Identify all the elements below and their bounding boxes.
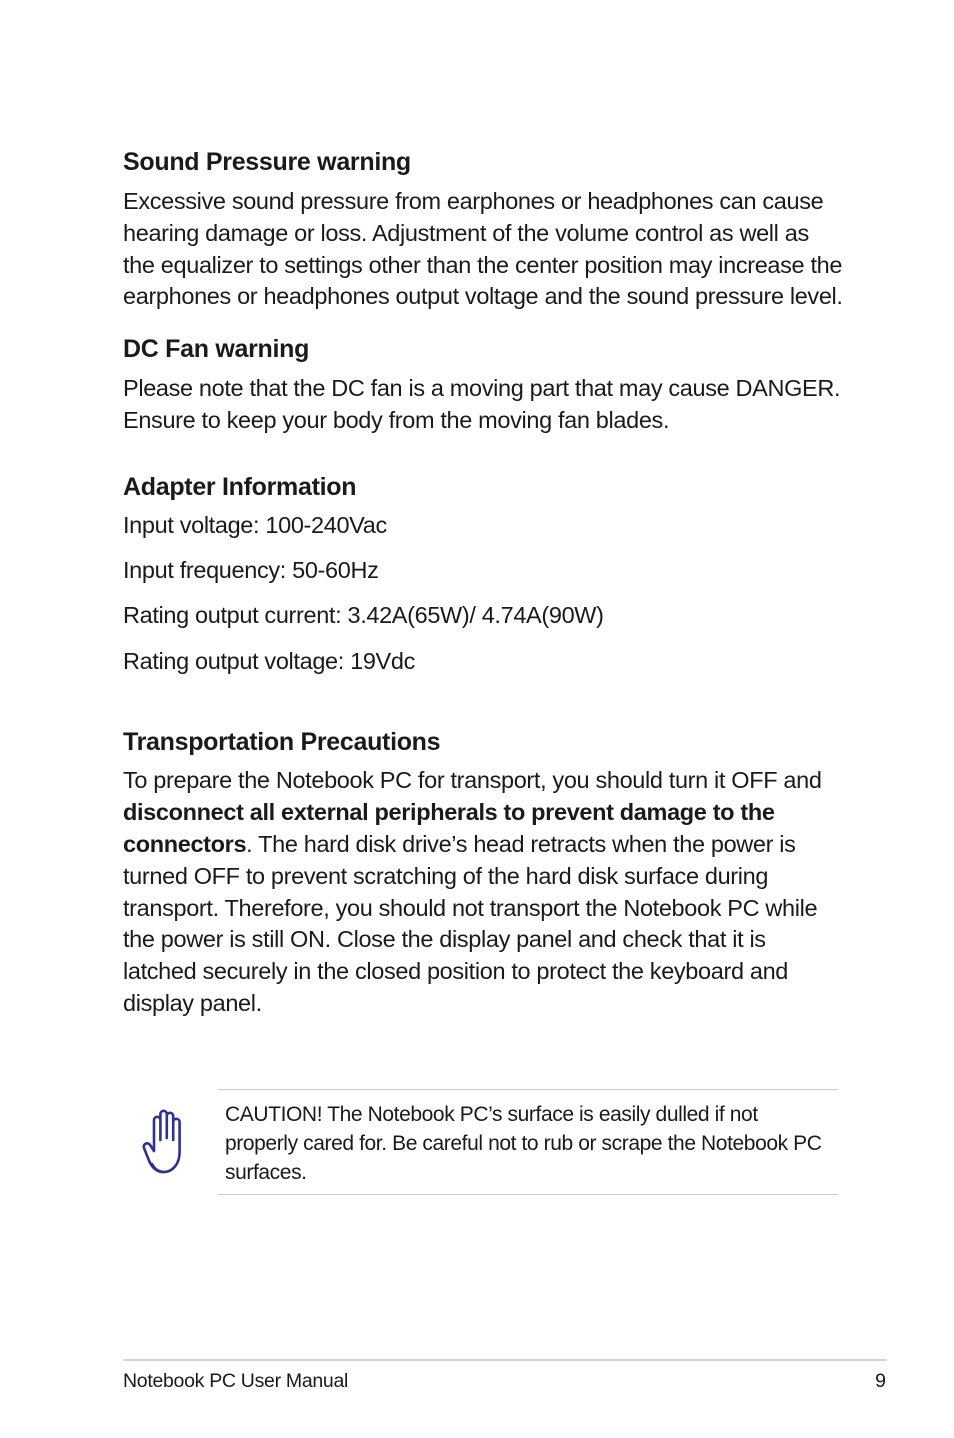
- hand-icon: [140, 1108, 188, 1176]
- adapter-output-voltage: Rating output voltage: 19Vdc: [123, 647, 415, 674]
- transport-body-rest: . The hard disk drive’s head retracts when the power is turned OFF to prevent scratching of the hard disk surface during transport. Therefore, you should not transport the Notebook PC while the power is still ON. Close the display panel and check that it is latched securely in the closed position to protect the keyboard and display panel.: [123, 831, 818, 1017]
- transport-section: [123, 725, 843, 1019]
- dc-fan-section: [123, 332, 843, 437]
- sound-pressure-section: [123, 145, 843, 313]
- adapter-heading: Adapter Information: [123, 472, 357, 501]
- transport-heading: Transportation Precautions: [123, 728, 441, 757]
- transport-body-emphasis: disconnect all external peripherals to prevent damage to the connectors: [123, 799, 775, 858]
- adapter-section: [123, 470, 843, 678]
- dc-fan-body: Please note that the DC fan is a moving part that may cause DANGER. Ensure to keep your body from the moving fan blades.: [123, 375, 841, 433]
- transport-body-intro: To prepare the Notebook PC for transport, you should turn it OFF and: [123, 767, 822, 794]
- main-content: [123, 145, 843, 1020]
- page-number: 9: [875, 1370, 886, 1392]
- adapter-input-frequency: Input frequency: 50-60Hz: [123, 557, 379, 584]
- sound-pressure-body: Excessive sound pressure from earphones or headphones can cause hearing damage or loss. Adjustment of the volume control as well as the equalizer to settings other than the center position may increase the earphones or headphones output voltage and the sound pressure level.: [123, 188, 843, 310]
- caution-text: CAUTION! The Notebook PC’s surface is easily dulled if not properly cared for. Be careful not to rub or scrape the Notebook PC surfaces.: [225, 1103, 822, 1184]
- caution-box: [218, 1089, 838, 1195]
- transport-body: [123, 765, 843, 1019]
- footer-title: Notebook PC User Manual: [123, 1370, 349, 1392]
- footer-divider: [123, 1359, 887, 1361]
- adapter-input-voltage: Input voltage: 100-240Vac: [123, 511, 387, 538]
- sound-pressure-heading: Sound Pressure warning: [123, 148, 411, 176]
- dc-fan-heading: DC Fan warning: [123, 335, 310, 364]
- adapter-output-current: Rating output current: 3.42A(65W)/ 4.74A(90W): [123, 602, 604, 629]
